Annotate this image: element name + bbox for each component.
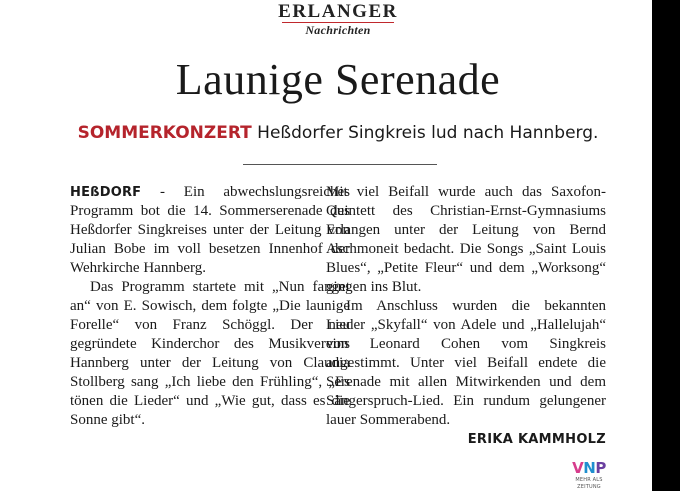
masthead	[0, 2, 676, 37]
paragraph	[70, 183, 350, 278]
byline: ERIKA KAMMHOLZ	[467, 432, 606, 447]
subheadline-text: Heßdorfer Singkreis lud nach Hannberg.	[257, 123, 599, 143]
masthead-name: ERLANGER	[278, 1, 398, 22]
paragraph-text: - Ein abwechslungsreiches Programm bot die 14. Sommerserenade des Heßdorfer Singkreises unter der Leitung von Julian Bobe im voll besetzen Innenhof der Wehrkirche Hannberg.	[70, 184, 350, 276]
divider	[243, 164, 437, 165]
paragraph	[326, 297, 606, 447]
logo-letter: P	[595, 459, 606, 477]
vnp-logo	[566, 460, 612, 488]
paragraph-text: Im Anschluss wurden die bekannten Lieder „Skyfall“ von Adele und „Hallelujah“ von Leonard Cohen vom Singkreis angestimmt. Unter viel Beifall endete die Serenade mit allen Mitwirkenden und dem Sängerspruch-Lied. Ein rundum gelungener lauer Sommerabend.	[326, 298, 606, 428]
logo-letter: N	[583, 459, 596, 477]
paragraph: Mit viel Beifall wurde auch das Saxofon-Quintett des Christian-Ernst-Gymnasiums Erlangen unter der Leitung von Bernd Aschmoneit bedacht. Die Songs „Saint Louis Blues“, „Petite Fleur“ und dem „Worksong“ gingen ins Blut.	[326, 184, 606, 295]
masthead-subtitle: Nachrichten	[305, 23, 371, 37]
logo-tagline: MEHR ALS ZEITUNG	[575, 477, 603, 490]
logo-letter: V	[572, 459, 584, 477]
dateline: HEßDORF	[70, 185, 142, 200]
paragraph: Das Programm startete mit „Nun fanget an“ von E. Sowisch, dem folgte „Die launige Forelle“ von Franz Schöggl. Der neu gegründete Kinderchor des Musikvereins Hannberg unter der Leitung von Claudia Stollberg sang „Ich liebe den Frühling“, „Es tönen die Lieder“ und „Wie gut, dass es die Sonne gibt“.	[70, 279, 350, 428]
article-column-right	[326, 183, 606, 449]
article-column-left	[70, 183, 350, 430]
vnp-logo-mark	[566, 460, 612, 477]
kicker: SOMMERKONZERT	[77, 123, 252, 143]
headline: Launige Serenade	[175, 55, 501, 104]
subheadline	[0, 121, 676, 145]
